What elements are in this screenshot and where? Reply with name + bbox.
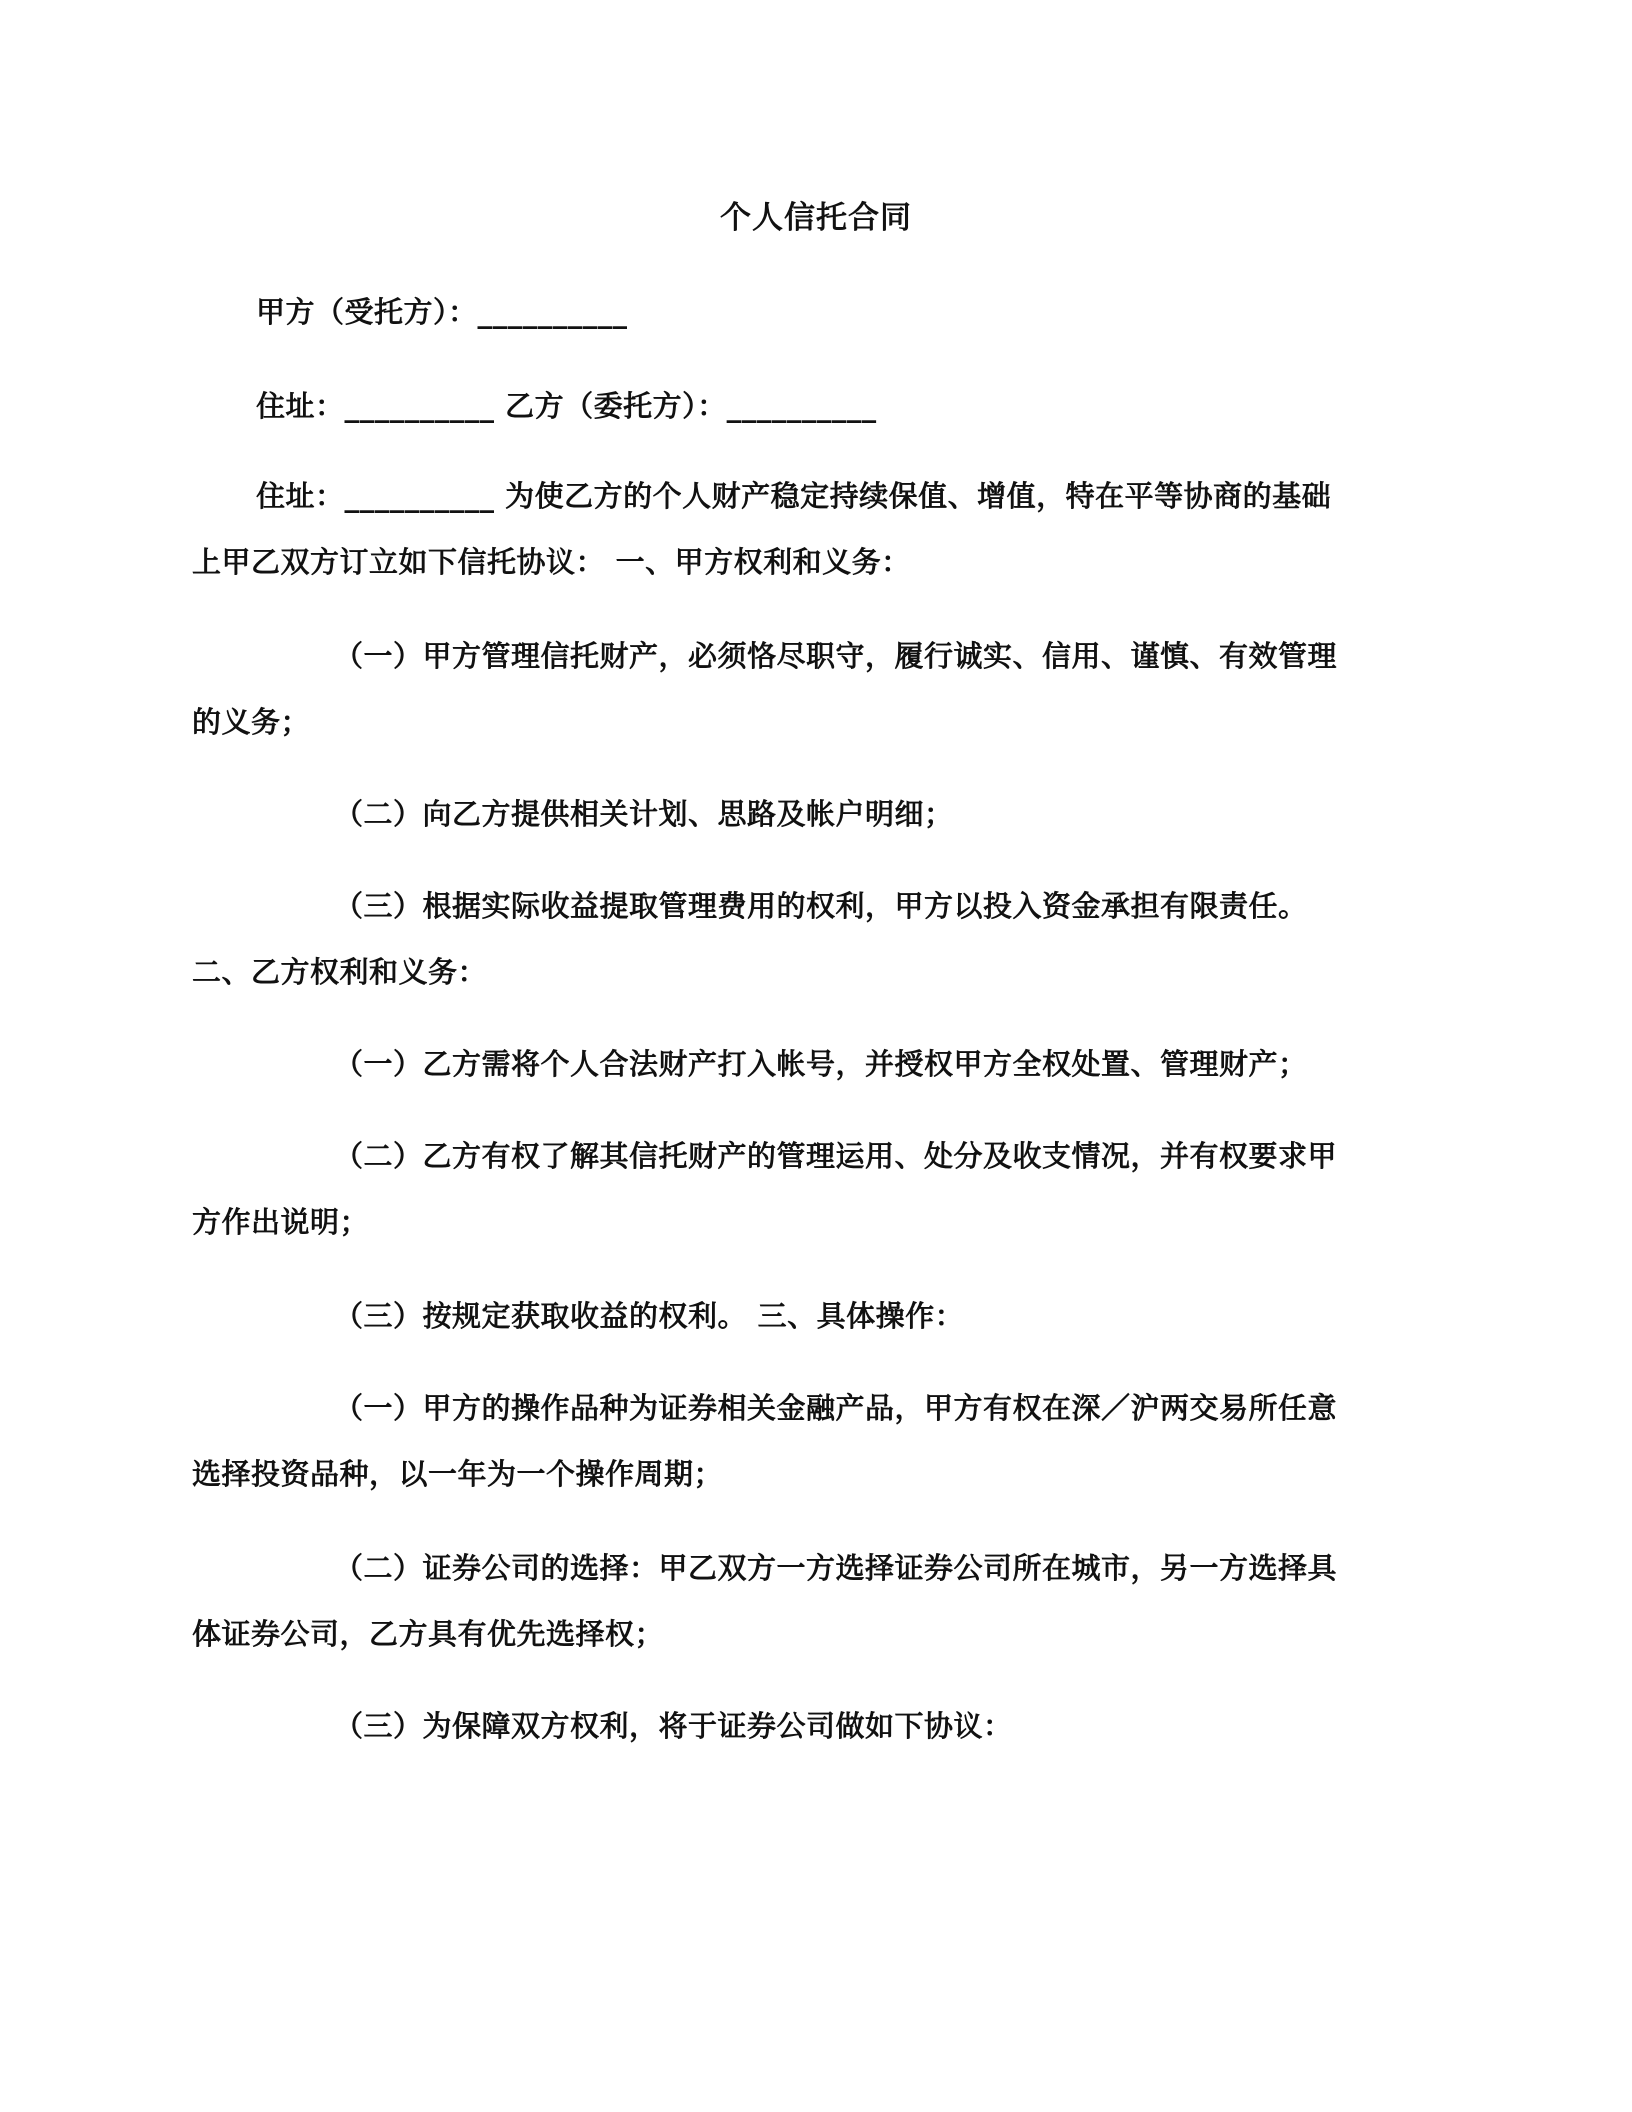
clause-2-2-line: （二）乙方有权了解其信托财产的管理运用、处分及收支情况，并有权要求甲 — [334, 1139, 1338, 1173]
clause-2-1-line: （一）乙方需将个人合法财产打入帐号，并授权甲方全权处置、管理财产； — [334, 1047, 1308, 1081]
clause-3-2-line: （二）证券公司的选择：甲乙双方一方选择证券公司所在城市，另一方选择具 — [334, 1551, 1338, 1585]
clause-1-2-line: （二）向乙方提供相关计划、思路及帐户明细； — [334, 797, 954, 831]
party-a-line: 甲方（受托方）：__________ — [256, 295, 628, 329]
clause-3-2-continued-line: 体证券公司，乙方具有优先选择权； — [192, 1617, 665, 1651]
address-party-b-line: 住址：__________ 乙方（委托方）：__________ — [256, 389, 877, 423]
address-preamble-line: 住址：__________ 为使乙方的个人财产稳定持续保值、增值，特在平等协商的基础 — [256, 479, 1332, 513]
clause-1-1-continued-line: 的义务； — [192, 705, 311, 739]
section-2-heading: 二、乙方权利和义务： — [192, 955, 488, 989]
clause-3-3-line: （三）为保障双方权利，将于证券公司做如下协议： — [334, 1709, 1013, 1743]
preamble-continued-line: 上甲乙双方订立如下信托协议： 一、甲方权利和义务： — [192, 545, 911, 579]
clause-1-1-line: （一）甲方管理信托财产，必须恪尽职守，履行诚实、信用、谨慎、有效管理 — [334, 639, 1338, 673]
clause-2-2-continued-line: 方作出说明； — [192, 1205, 370, 1239]
document-title: 个人信托合同 — [720, 200, 912, 236]
clause-1-3-line: （三）根据实际收益提取管理费用的权利，甲方以投入资金承担有限责任。 — [334, 889, 1308, 923]
clause-3-1-continued-line: 选择投资品种，以一年为一个操作周期； — [192, 1457, 724, 1491]
clause-2-3-line: （三）按规定获取收益的权利。 三、具体操作： — [334, 1299, 965, 1333]
clause-3-1-line: （一）甲方的操作品种为证券相关金融产品，甲方有权在深／沪两交易所任意 — [334, 1391, 1338, 1425]
